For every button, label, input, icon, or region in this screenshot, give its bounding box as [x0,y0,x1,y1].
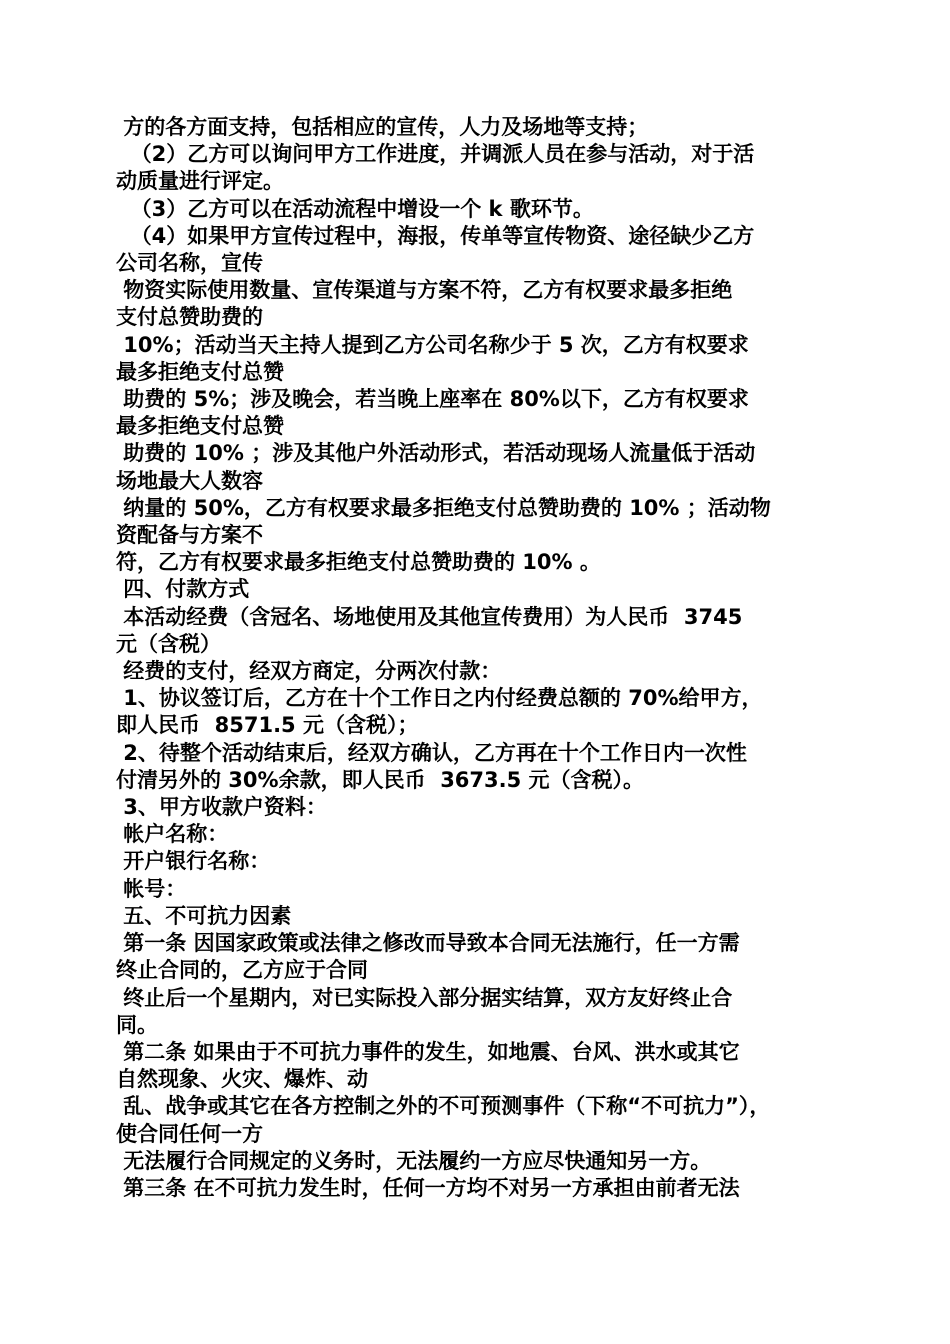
text-line: 支付总赞助费的 [116,305,263,330]
form-field-label: 帐号： [116,876,187,901]
text-line: 场地最大人数容 [116,468,263,493]
document-body [116,114,846,1202]
text-line: 资配备与方案不 [116,523,263,548]
form-field-label: 帐户名称： [116,822,229,847]
text-line: 符，乙方有权要求最多拒绝支付总赞助费的 10% 。 [116,550,601,575]
text-line: 即人民币 8571.5 元（含税）； [116,713,419,738]
section-heading: 四、付款方式 [116,577,250,602]
text-line: 助费的 5%；涉及晚会，若当晚上座率在 80%以下，乙方有权要求 [116,387,749,412]
text-line: 终止后一个星期内，对已实际投入部分据实结算，双方友好终止合 [116,985,733,1010]
section-heading: 五、不可抗力因素 [116,903,292,928]
text-line: （2）乙方可以询问甲方工作进度，并调派人员在参与活动，对于活 [116,142,755,167]
text-line: 本活动经费（含冠名、场地使用及其他宣传费用）为人民币 3745 [116,604,743,629]
text-line: 元（含税） [116,631,221,656]
text-line: 第二条 如果由于不可抗力事件的发生，如地震、台风、洪水或其它 [116,1039,740,1064]
text-line: 经费的支付，经双方商定，分两次付款： [116,659,502,684]
text-line: 助费的 10% ；涉及其他户外活动形式，若活动现场人流量低于活动 [116,441,756,466]
text-line: 物资实际使用数量、宣传渠道与方案不符，乙方有权要求最多拒绝 [116,278,733,303]
text-line: 3、甲方收款户资料： [116,795,327,820]
text-line: 第一条 因国家政策或法律之修改而导致本合同无法施行，任一方需 [116,931,740,956]
form-field-label: 开户银行名称： [116,849,271,874]
text-line: 公司名称，宣传 [116,251,263,276]
text-line: 付清另外的 30%余款，即人民币 3673.5 元（含税）。 [116,767,645,792]
text-line: 乱、战争或其它在各方控制之外的不可预测事件（下称“不可抗力”）， [116,1094,771,1119]
text-line: 2、待整个活动结束后，经双方确认，乙方再在十个工作日内一次性 [116,740,747,765]
text-line: 终止合同的，乙方应于合同 [116,958,368,983]
text-line: 自然现象、火灾、爆炸、动 [116,1067,368,1092]
text-line: 10%；活动当天主持人提到乙方公司名称少于 5 次，乙方有权要求 [116,332,749,357]
text-line: 最多拒绝支付总赞 [116,359,284,384]
text-line: 无法履行合同规定的义务时，无法履约一方应尽快通知另一方。 [116,1148,712,1173]
text-line: 方的各方面支持，包括相应的宣传，人力及场地等支持； [116,115,649,139]
text-line: （3）乙方可以在活动流程中增设一个 k 歌环节。 [116,196,594,221]
text-line: 最多拒绝支付总赞 [116,414,284,439]
text-line: 同。 [116,1012,158,1037]
text-line: 纳量的 50%，乙方有权要求最多拒绝支付总赞助费的 10% ；活动物 [116,495,771,520]
text-line: （4）如果甲方宣传过程中，海报，传单等宣传物资、途径缺少乙方 [116,223,755,248]
text-line: 使合同任何一方 [116,1121,263,1146]
text-line: 第三条 在不可抗力发生时，任何一方均不对另一方承担由前者无法 [116,1175,740,1200]
text-line: 1、协议签订后，乙方在十个工作日之内付经费总额的 70%给甲方， [116,686,763,711]
text-line: 动质量进行评定。 [116,169,284,194]
